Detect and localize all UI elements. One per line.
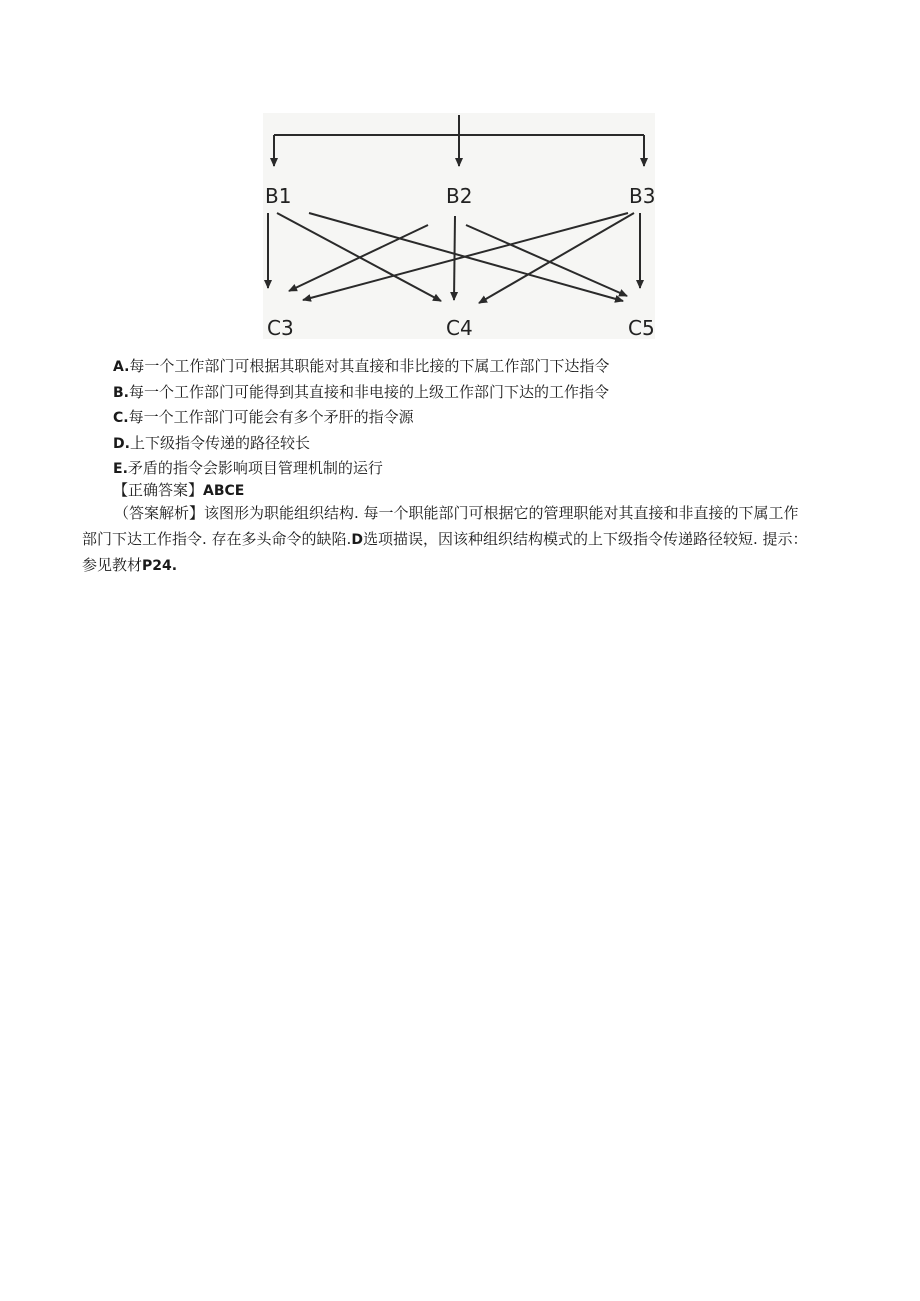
arrow-b2-c3	[289, 225, 428, 291]
answer-value: ABCE	[203, 483, 245, 499]
option-letter: E.	[113, 461, 128, 478]
option-letter: B.	[113, 384, 129, 401]
explanation-text-1: 该图形为职能组织结构. 每一个职能部门可根据它的管理职能对其直接和非直接的下属工作	[204, 504, 799, 522]
option-list	[113, 354, 609, 482]
option-text: 每一个工作部门可根据其职能对其直接和非比接的下属工作部门下达指令	[129, 357, 610, 375]
option-letter: C.	[113, 410, 129, 427]
answer-explanation	[82, 500, 827, 578]
option-b	[113, 380, 609, 406]
node-c3: C3	[267, 316, 294, 339]
org-structure-diagram	[263, 113, 655, 339]
explanation-text-2a: 部门下达工作指令. 存在多头命令的缺陷.	[82, 530, 352, 548]
option-letter: D.	[113, 435, 130, 452]
explanation-text-2c: 选项描误，因该种组织结构模式的上下级指令传递路径较短. 提示：	[362, 530, 808, 548]
option-text: 每一个工作部门可能得到其直接和非电接的上级工作部门下达的工作指令	[129, 382, 610, 401]
explanation-option-ref: D	[351, 532, 363, 548]
explanation-page-ref: P24.	[142, 558, 178, 574]
node-b1: B1	[265, 184, 292, 208]
node-c5: C5	[628, 316, 655, 339]
node-c4: C4	[446, 316, 473, 339]
option-text: 矛盾的指令会影响项目管理机制的运行	[127, 459, 383, 478]
option-letter: A.	[113, 359, 130, 375]
option-a	[113, 354, 609, 380]
option-d	[113, 431, 609, 457]
org-structure-svg	[263, 113, 655, 339]
explanation-line-1	[82, 500, 827, 526]
option-text: 上下级指令传递的路径较长	[129, 433, 310, 452]
node-b3: B3	[629, 184, 655, 208]
explanation-line-2	[82, 526, 827, 552]
node-b2: B2	[446, 184, 473, 208]
answer-label: 【正确答案】	[113, 481, 204, 499]
option-text: 每一个工作部门可能会有多个矛肝的指令源	[128, 408, 414, 427]
arrow-b3-c3	[303, 213, 628, 300]
option-c	[113, 405, 609, 431]
explanation-text-3a: 参见教材	[82, 556, 143, 574]
explanation-line-3	[82, 552, 827, 578]
explanation-label: （答案解析】	[114, 504, 205, 522]
arrow-b2-c4	[454, 216, 455, 300]
